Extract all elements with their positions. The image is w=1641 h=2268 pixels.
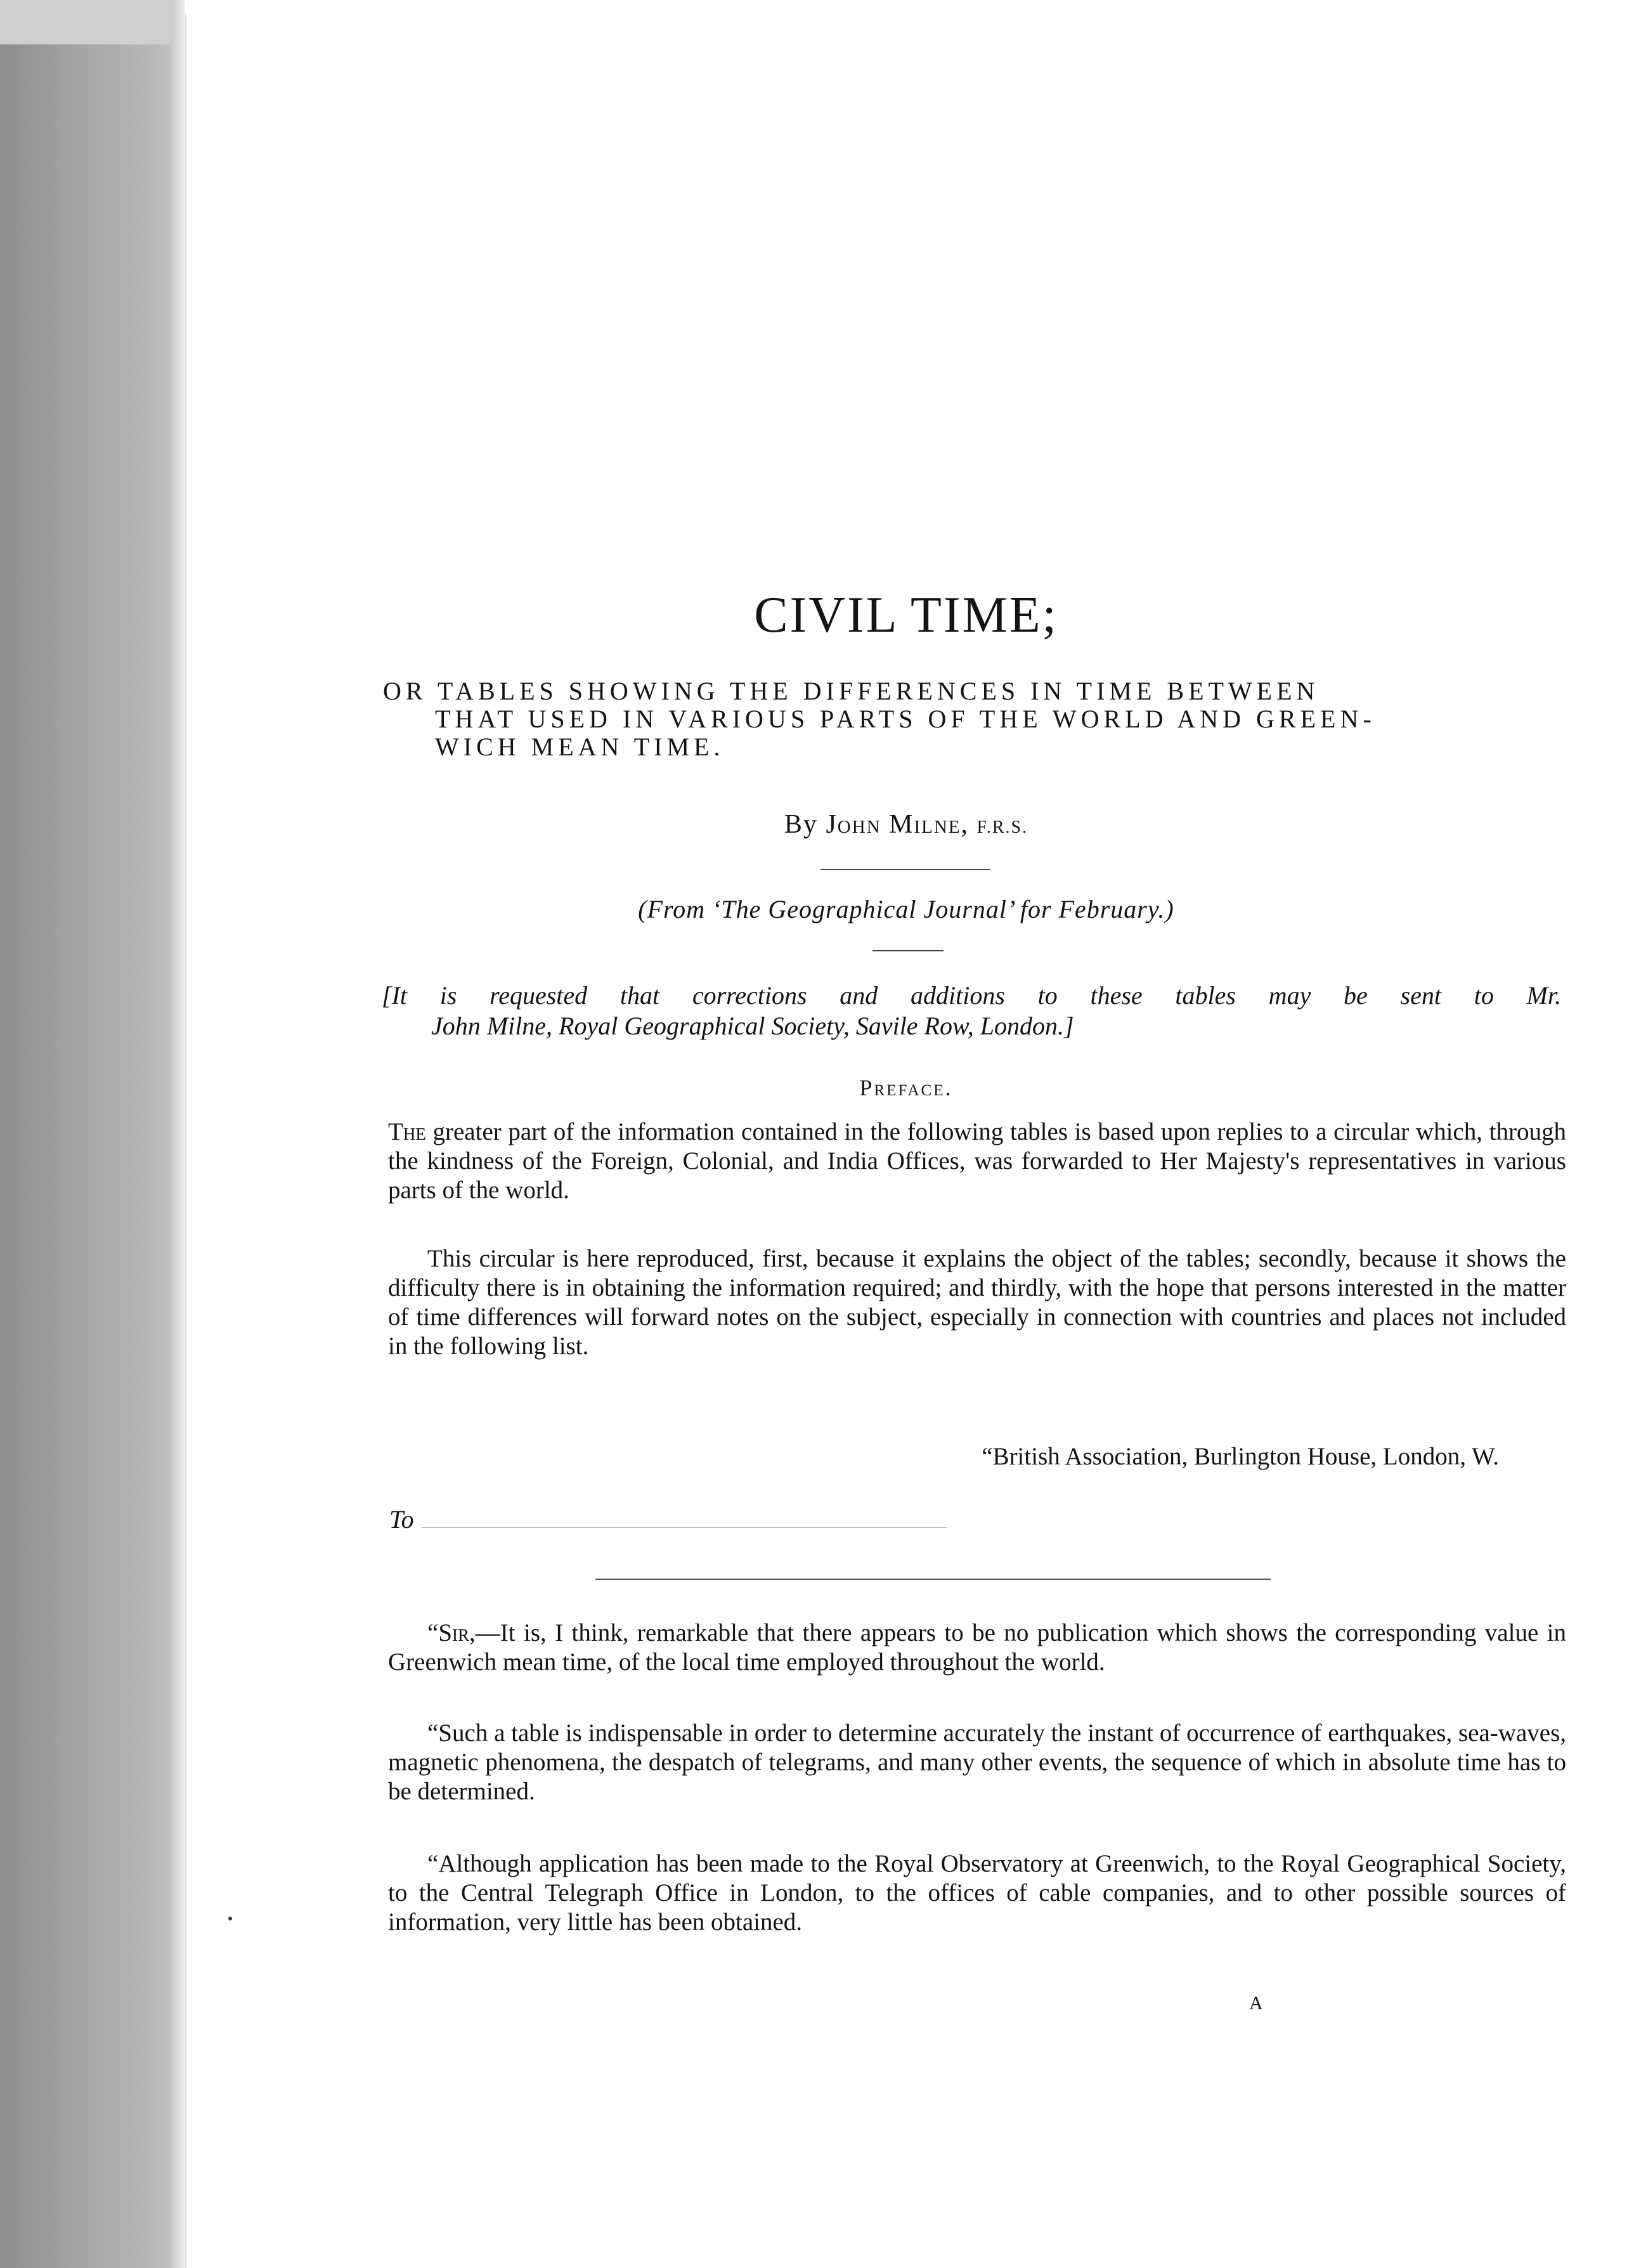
drop-word: The (388, 1118, 426, 1145)
letter-paragraph (388, 1619, 1566, 1677)
quote-mark: “ (427, 1619, 439, 1646)
letter-paragraph: “Such a table is indispensable in order to determine accurately the instant of occurrence of earthquakes, sea-waves, magnetic phenomena, the despatch of telegrams, and many other events, the sequence of which in absolute time has to be determined. (388, 1719, 1566, 1805)
subtitle-line: WICH MEAN TIME. (435, 733, 725, 761)
request-line: [It is requested that corrections and additions to these tables may be sent to Mr. (382, 981, 1561, 1010)
paragraph-text: greater part of the information contained in the following tables is based upon replies to a circular which, through the kindness of the Foreign, Colonial, and India Offices, was forwarded to Her Majesty's representatives in various parts of the world. (388, 1118, 1566, 1204)
byline-prefix: By (784, 810, 818, 839)
byline (186, 809, 1626, 840)
divider (820, 869, 990, 870)
paragraph-text: ,—It is, I think, remarkable that there appears to be no publication which shows the corresponding value in Greenwich mean time, of the local time employed throughout the world. (388, 1619, 1566, 1676)
subtitle-line: THAT USED IN VARIOUS PARTS OF THE WORLD AND GREEN- (435, 705, 1376, 733)
preface-paragraph: This circular is here reproduced, first, because it explains the object of the tables; secondly, because it shows the difficulty there is in obtaining the information required; and thirdly, with the hope that persons interested in the matter of time differences will forward notes on the subject, especially in connection with countries and places not included in the following list. (388, 1245, 1566, 1360)
author-name: John Milne, (826, 810, 969, 839)
signature-mark: A (1249, 1993, 1263, 2014)
page (185, 14, 1626, 2268)
source-note: (From ‘The Geographical Journal’ for February.) (638, 895, 1174, 923)
preface-paragraph (388, 1118, 1566, 1205)
to-blank-line (421, 1527, 947, 1528)
subtitle-line: OR TABLES SHOWING THE DIFFERENCES IN TIME BETWEEN (383, 677, 1320, 705)
letter-paragraph: “Although application has been made to the Royal Observatory at Greenwich, to the Royal Geographical Society, to the Central Telegraph Office in London, to the offices of cable companies, and to other possible sources of information, very little has been obtained. (388, 1850, 1566, 1936)
salutation: Sir (438, 1619, 470, 1646)
letter-address: “British Association, Burlington House, London, W. (982, 1443, 1499, 1470)
stray-dot (228, 1917, 232, 1920)
request-line: John Milne, Royal Geographical Society, Savile Row, London.] (431, 1012, 1074, 1040)
to-label: To (389, 1505, 414, 1534)
subtitle (383, 677, 1562, 761)
divider (872, 950, 944, 951)
preface-heading: Preface. (859, 1075, 953, 1100)
page-title: CIVIL TIME; (754, 587, 1058, 643)
request-note (382, 981, 1561, 1041)
scan-margin (0, 0, 184, 2268)
author-credentials: F.R.S. (976, 818, 1028, 837)
divider (595, 1579, 1271, 1580)
